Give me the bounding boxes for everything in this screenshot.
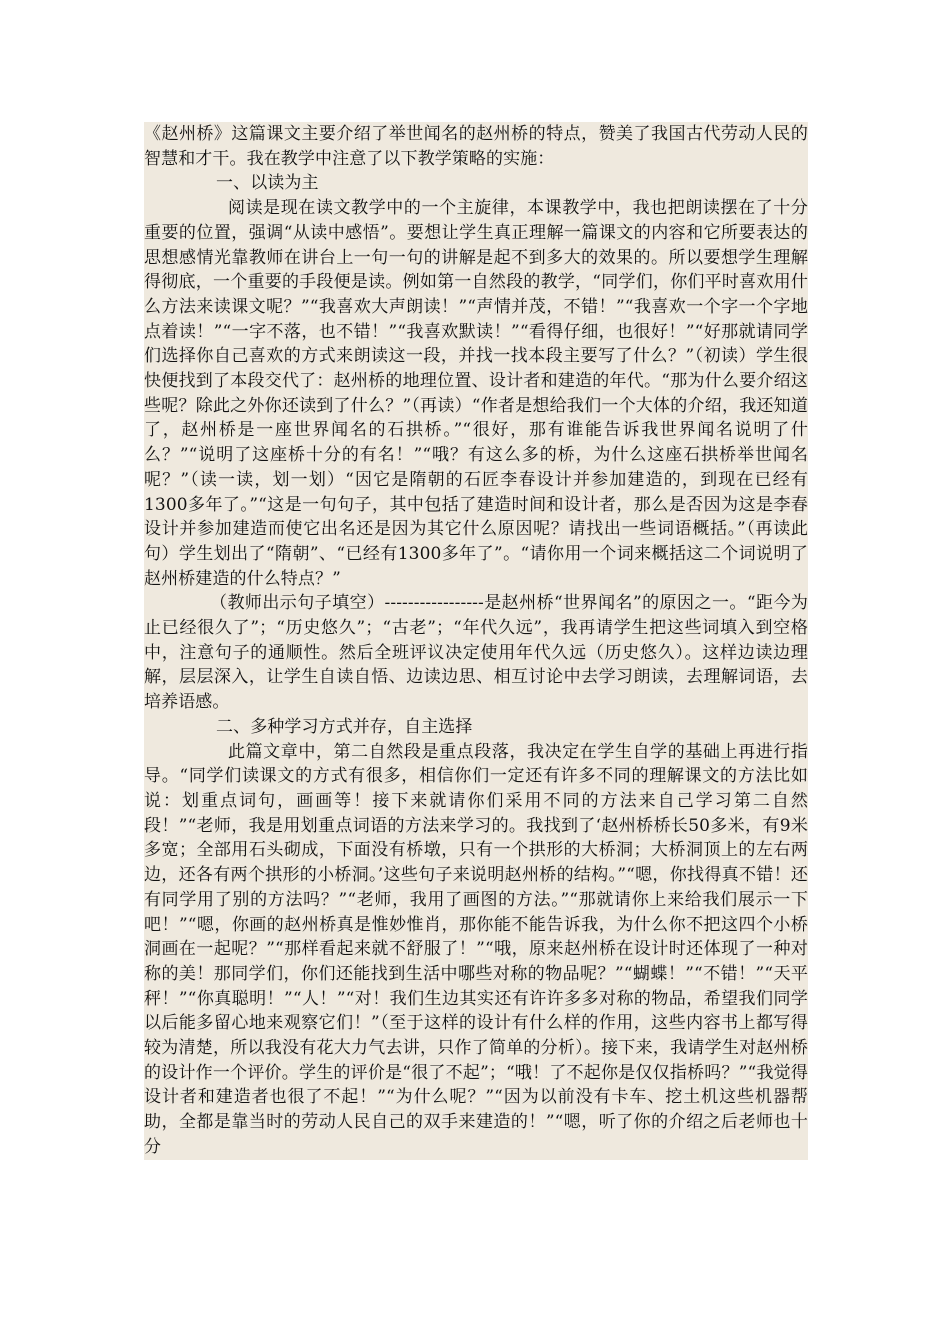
text-block	[144, 122, 808, 1160]
section-heading-2: 二、多种学习方式并存，自主选择	[216, 716, 473, 737]
intro-paragraph: 《赵州桥》这篇课文主要介绍了举世闻名的赵州桥的特点，赞美了我国古代劳动人民的智慧和才干。我在教学中注意了以下教学策略的实施：	[144, 124, 808, 169]
body-paragraph-1: 阅读是现在读文教学中的一个主旋律，本课教学中，我也把朗读摆在了十分重要的位置，强调“从读中感悟”。要想让学生真正理解一篇课文的内容和它所要表达的思想感情光靠教师在讲台上一句一句的讲解是起不到多大的效果的。所以要想学生理解得彻底，一个重要的手段便是读。例如第一自然段的教学，“同学们，你们平时喜欢用什么方法来读课文呢？”“我喜欢大声朗读！”“声情并茂，不错！”“我喜欢一个字一个字地点着读！”“一字不落，也不错！”“我喜欢默读！”“看得仔细，也很好！”“好那就请同学们选择你自己喜欢的方式来朗读这一段，并找一找本段主要写了什么？”（初读）学生很快便找到了本段交代了：赵州桥的地理位置、设计者和建造的年代。“那为什么要介绍这些呢？除此之外你还读到了什么？”（再读）“作者是想给我们一个大体的介绍，我还知道了，赵州桥是一座世界闻名的石拱桥。”“很好，那有谁能告诉我世界闻名说明了什么？”“说明了这座桥十分的有名！”“哦？有这么多的桥，为什么这座石拱桥举世闻名呢？”（读一读，划一划）“因它是隋朝的石匠李春设计并参加建造的，到现在已经有1300多年了。”“这是一句句子，其中包括了建造时间和设计者，那么是否因为这是李春设计并参加建造而使它出名还是因为其它什么原因呢？请找出一些词语概括。”（再读此句）学生划出了“隋朝”、“已经有1300多年了”。“请你用一个词来概括这二个词说明了赵州桥建造的什么特点？”	[144, 198, 808, 589]
body-paragraph-2: （教师出示句子填空）-----------------是赵州桥“世界闻名”的原因之一。“距今为止已经很久了”；“历史悠久”；“古老”；“年代久远”，我再请学生把这些词填入到空格中，注意句子的通顺性。然后全班评议决定使用年代久远（历史悠久）。这样边读边理解，层层深入，让学生自读自悟、边读边思、相互讨论中去学习朗读，去理解词语，去培养语感。	[144, 593, 808, 713]
body-paragraph-3: 此篇文章中，第二自然段是重点段落，我决定在学生自学的基础上再进行指导。“同学们读课文的方式有很多，相信你们一定还有许多不同的理解课文的方法比如说：划重点词句，画画等！接下来就请你们采用不同的方法来自己学习第二自然段！”“老师，我是用划重点词语的方法来学习的。我找到了‘赵州桥桥长50多米，有9米多宽；全部用石头砌成，下面没有桥墩，只有一个拱形的大桥洞；大桥洞顶上的左右两边，还各有两个拱形的小桥洞。’这些句子来说明赵州桥的结构。”“嗯，你找得真不错！还有同学用了别的方法吗？”“老师，我用了画图的方法。”“那就请你上来给我们展示一下吧！”“嗯，你画的赵州桥真是惟妙惟肖，那你能不能告诉我，为什么你不把这四个小桥洞画在一起呢？”“那样看起来就不舒服了！”“哦，原来赵州桥在设计时还体现了一种对称的美！那同学们，你们还能找到生活中哪些对称的物品呢？”“蝴蝶！”“不错！”“天平秤！”“你真聪明！”“人！”“对！我们生边其实还有许许多多对称的物品，希望我们同学以后能多留心地来观察它们！”（至于这样的设计有什么样的作用，这些内容书上都写得较为清楚，所以我没有花大力气去讲，只作了简单的分析）。接下来，我请学生对赵州桥的设计作一个评价。学生的评价是“很了不起”；“哦！了不起你是仅仅指桥吗？”“我觉得设计者和建造者也很了不起！”“为什么呢？”“因为以前没有卡车、挖土机这些机器帮助，全都是靠当时的劳动人民自己的双手来建造的！”“嗯，听了你的介绍之后老师也十分	[144, 741, 808, 1157]
section-heading-1: 一、以读为主	[216, 173, 319, 194]
